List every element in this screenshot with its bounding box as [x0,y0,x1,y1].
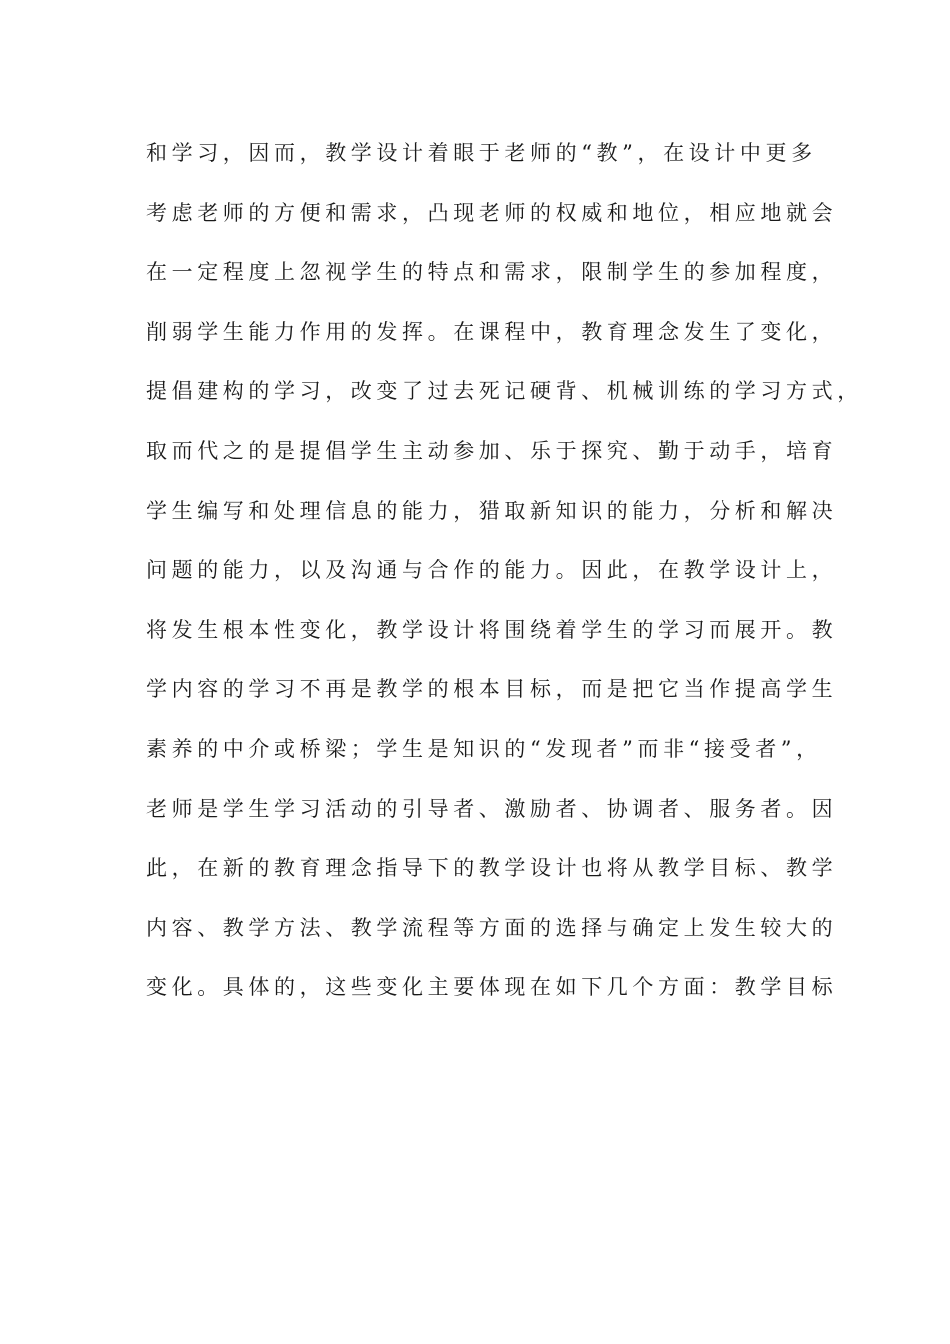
text-line-7: 学生编写和处理信息的能力，猎取新知识的能力，分析和解决 [146,498,838,523]
text-line-3: 在一定程度上忽视学生的特点和需求，限制学生的参加程度， [146,260,838,285]
text-line-10: 学内容的学习不再是教学的根本目标，而是把它当作提高学生 [146,677,838,702]
text-line-14: 内容、教学方法、教学流程等方面的选择与确定上发生较大的 [146,915,838,940]
text-line-1: 和学习，因而，教学设计着眼于老师的“教”，在设计中更多 [146,141,817,165]
text-line-11: 素养的中介或桥梁；学生是知识的“发现者”而非“接受者”， [146,736,822,761]
text-line-15: 变化。具体的，这些变化主要体现在如下几个方面：教学目标 [146,975,838,1000]
text-line-9: 将发生根本性变化，教学设计将围绕着学生的学习而展开。教 [146,617,838,642]
text-line-13: 此，在新的教育理念指导下的教学设计也将从教学目标、教学 [146,856,838,881]
text-line-4: 削弱学生能力作用的发挥。在课程中，教育理念发生了变化， [146,319,838,344]
text-line-8: 问题的能力，以及沟通与合作的能力。因此，在教学设计上， [146,558,838,583]
text-line-6: 取而代之的是提倡学生主动参加、乐于探究、勤于动手，培育 [146,438,838,463]
body-text [146,133,863,1027]
text-line-5: 提倡建构的学习，改变了过去死记硬背、机械训练的学习方式， [146,379,863,404]
text-line-2: 考虑老师的方便和需求，凸现老师的权威和地位，相应地就会 [146,200,838,225]
text-line-12: 老师是学生学习活动的引导者、激励者、协调者、服务者。因 [146,796,838,821]
